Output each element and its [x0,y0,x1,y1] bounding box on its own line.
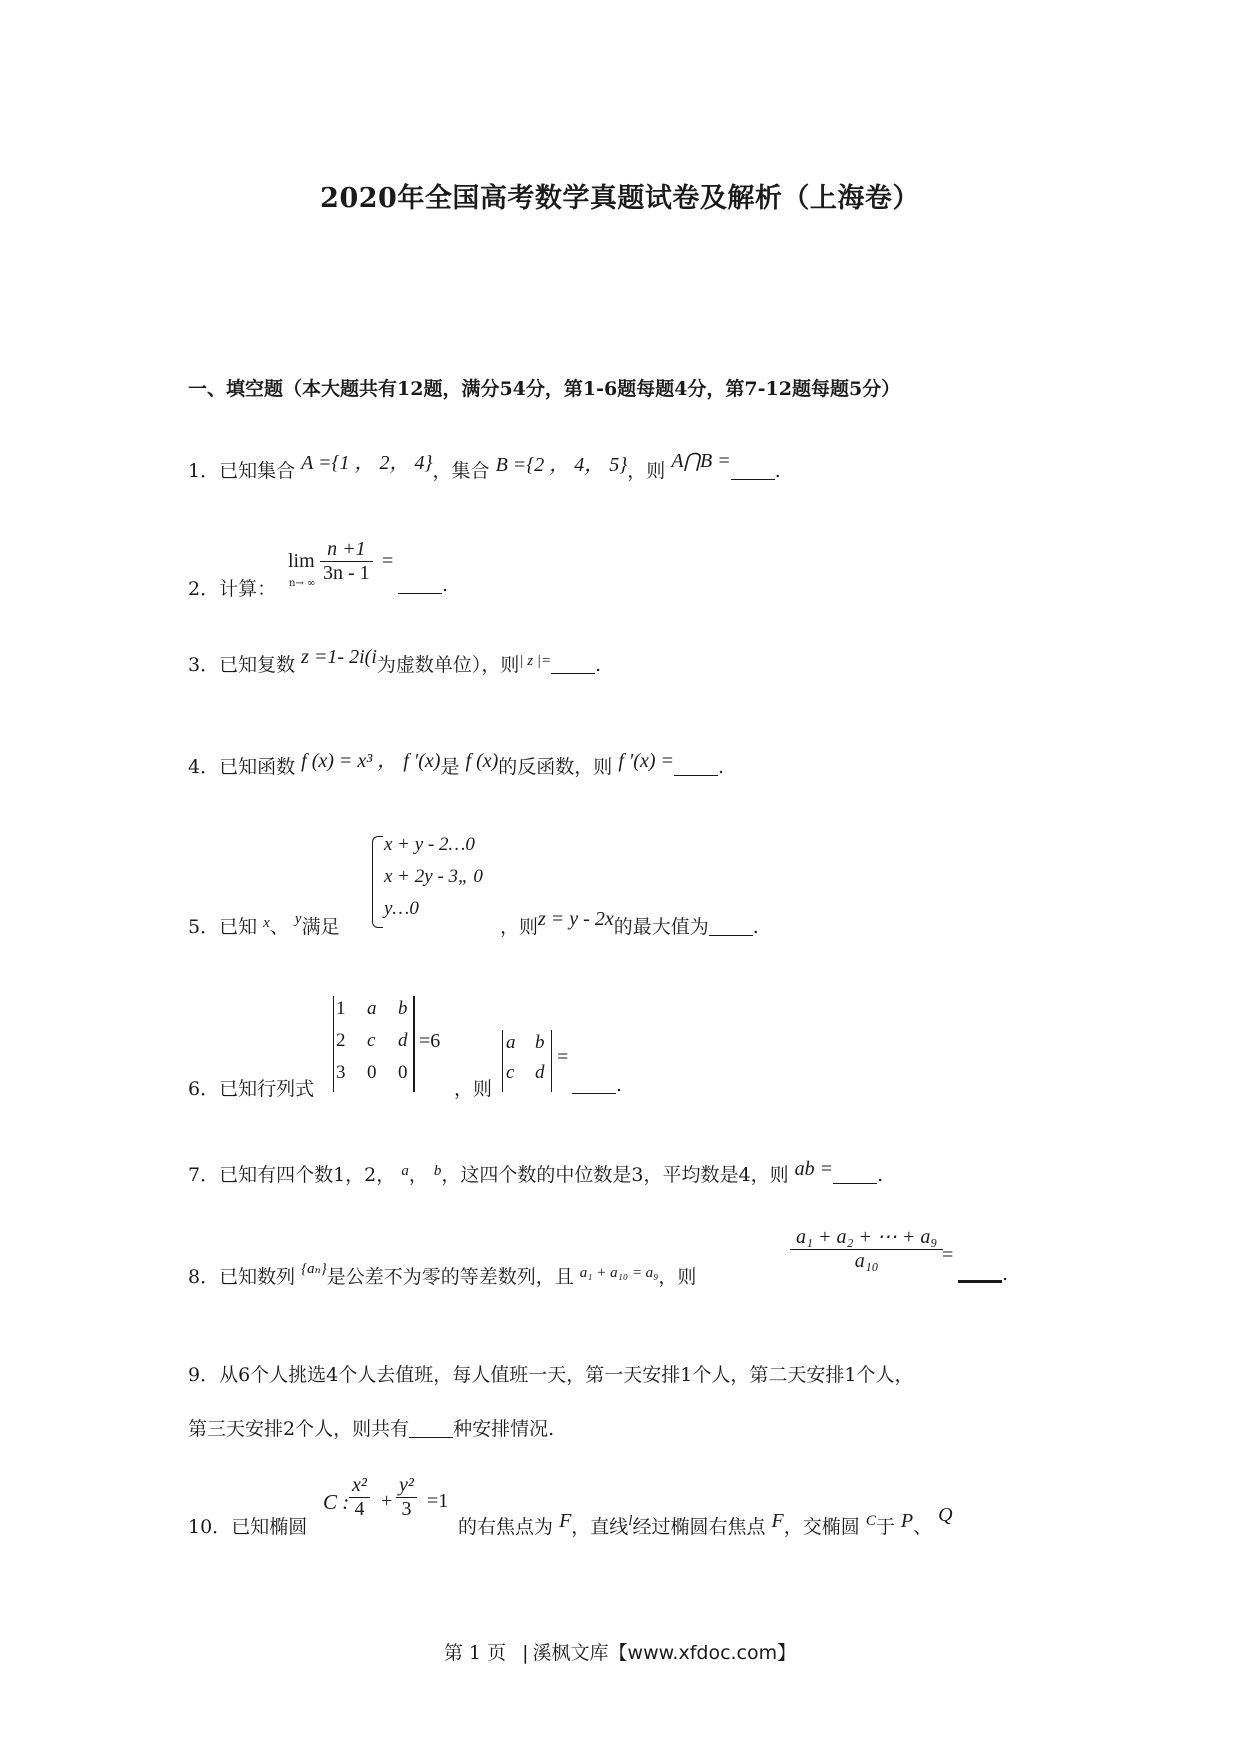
q6-det2-right-bar [551,1030,552,1092]
question-10 [188,1512,307,1539]
q6-answer [572,1074,622,1096]
q6-det2-r2c2: d [535,1062,545,1083]
q7-answer-blank[interactable] [833,1165,877,1184]
q6-det3-r1c1: 1 [336,998,346,1019]
q1-text: 已知集合 [219,460,296,482]
q2-lim: lim [288,550,315,572]
q10-text-6: 于 [875,1516,895,1538]
q8-equals: = [942,1244,954,1266]
q3-expression: z =1- 2i(i [301,646,377,668]
footer-separator: | [522,1642,529,1664]
q4-period: . [717,756,725,778]
q10-curve-c: C [865,1513,876,1529]
q7-a: a [401,1163,409,1179]
q2-answer-blank[interactable] [398,575,442,594]
q8-period: . [1002,1263,1009,1285]
q5-inequality-1: x + y - 2…0 [384,834,475,855]
q6-text-2: ，则 [454,1078,493,1100]
q6-det3-r3c1: 3 [336,1062,346,1083]
q10-text-5: ，交椭圆 [783,1516,860,1538]
q7-expression: ab = [794,1158,834,1180]
q10-fraction-1 [349,1474,370,1521]
footer-page-prefix: 第 [443,1642,463,1664]
q5-answer-blank[interactable] [709,917,753,936]
q5-number: 5． [188,916,220,938]
q10-text-2: 的右焦点为 [458,1516,554,1538]
q10-tail [458,1504,953,1539]
q3-abs: | z |= [519,653,552,669]
q8-text-3: ，则 [658,1266,697,1288]
q6-det3-left-bar [333,996,334,1092]
q1-set-b: B ={2 ， 4， 5} [495,454,628,476]
q6-det3-r1c2: a [367,998,377,1019]
q2-fraction [320,538,373,585]
q3-text: 已知复数 [219,654,296,676]
q10-text: 已知椭圆 [231,1516,308,1538]
q1-number: 1． [188,460,220,482]
q6-det2-equals: = [557,1046,569,1068]
q5-system-brace [372,836,383,928]
q3-period: . [595,654,602,676]
page-title: 2020年全国高考数学真题试卷及解析（上海卷） [320,183,920,214]
q8-condition: a₁ + a₁₀ = a₉ [579,1265,659,1281]
q6-det3-r2c3: d [398,1030,408,1051]
q2-text: 计算： [219,578,277,600]
q2-equals: = [382,550,394,572]
question-8 [188,1262,696,1289]
q6-det2-r2c1: c [506,1062,515,1083]
q10-text-4: 经过椭圆右焦点 [632,1516,766,1538]
q4-answer-blank[interactable] [674,757,718,776]
question-6 [188,1074,314,1101]
q5-y: y [294,911,302,927]
q10-line-l: l [628,1513,633,1529]
section-heading: 一、填空题（本大题共有12题，满分54分，第1-6题每题4分，第7-12题每题5分） [188,378,901,400]
q4-inverse: f ′(x) [403,750,441,772]
q9-text-2: 种安排情况. [453,1418,555,1440]
q7-text-2: ，这四个数的中位数是3，平均数是4，则 [441,1164,789,1186]
q4-function-2: f (x) [465,750,499,772]
q8-text: 已知数列 [219,1266,296,1288]
q5-period: . [752,916,759,938]
q10-focus-f: F [559,1510,572,1532]
q4-text-2: 是 [440,756,460,778]
q2-number: 2． [188,578,220,600]
q6-det2-left-bar [502,1030,503,1092]
q10-text-3: ，直线 [571,1516,629,1538]
q3-answer-blank[interactable] [551,655,595,674]
q2-denominator: 3n - 1 [323,562,370,584]
q9-text: 第三天安排2个人，则共有 [188,1418,410,1440]
q1-text-3: ，则 [627,460,666,482]
footer-site: 溪枫文库【www.xfdoc.com】 [532,1642,797,1664]
q7-comma: ， [408,1164,428,1186]
q2-answer [398,574,448,596]
q6-det3-r3c3: 0 [398,1062,408,1083]
q6-det3-r3c2: 0 [367,1062,377,1083]
q10-number: 10． [188,1516,232,1538]
q7-number: 7． [188,1164,220,1186]
q1-expression: A⋂B = [671,450,731,472]
question-7 [188,1160,883,1187]
q10-plus: + [381,1490,393,1512]
q6-period: . [616,1074,623,1096]
q10-denominator-2: 3 [401,1498,412,1520]
q10-focus-f-2: F [771,1510,784,1532]
q5-text: 已知 [219,916,258,938]
footer-page-suffix: 页 [487,1642,507,1664]
question-9-line-1: 9．从6个人挑选4个人去值班，每人值班一天，第一天安排1个人，第二天安排1个人， [188,1364,914,1386]
q6-det3-right-bar [413,996,415,1092]
q5-text-3: ，则 [500,916,539,938]
q4-function: f (x) = x³ ， [301,750,398,772]
q8-denominator: a₁₀ [854,1250,879,1272]
q8-fraction [790,1224,943,1273]
q8-answer [958,1262,1008,1285]
question-2 [188,574,276,601]
q10-equals: =1 [427,1490,449,1512]
q10-curve-name: C : [323,1490,350,1514]
q6-answer-blank[interactable] [572,1075,616,1094]
q7-period: . [877,1164,884,1186]
q5-objective: z = y - 2x [538,908,614,930]
q6-det2-r1c2: b [535,1032,545,1053]
q1-text-2: ，集合 [432,460,490,482]
q8-sequence: {aₙ} [301,1261,327,1277]
q8-numerator: a₁ + a₂ + ⋯ + a₉ [790,1224,943,1250]
q2-numerator: n +1 [320,538,373,562]
q5-tail [500,908,759,939]
question-5 [188,912,340,939]
q7-text: 已知有四个数1，2， [219,1164,396,1186]
q10-fraction-2 [396,1474,417,1521]
question-1 [188,450,781,483]
q5-text-2: 满足 [301,916,340,938]
q5-text-4: 的最大值为 [613,916,709,938]
q8-text-2: 是公差不为零的等差数列，且 [326,1266,574,1288]
q1-set-a: A ={1 ， 2， 4} [301,452,433,474]
q4-number: 4． [188,756,220,778]
q1-period: . [774,460,781,482]
q5-inequality-2: x + 2y - 3„ 0 [384,866,483,887]
q6-det3-r2c2: c [367,1030,376,1051]
q6-det2-r1c1: a [506,1032,516,1053]
footer-page-number: 1 [468,1642,482,1664]
q4-text-3: 的反函数，则 [498,756,613,778]
q6-det3-equals: =6 [419,1030,441,1052]
q2-period: . [442,574,449,596]
q6-det3-r1c3: b [398,998,408,1019]
q10-separator: 、 [913,1516,933,1538]
page-footer [0,1638,1240,1665]
question-4 [188,750,724,779]
q5-x: x [263,915,270,931]
q10-numerator-2: y² [396,1474,417,1498]
q10-denominator-1: 4 [354,1498,365,1520]
q2-lim-sub: n→ ∞ [289,578,316,589]
q8-answer-blank[interactable] [958,1262,1002,1283]
q6-number: 6． [188,1078,220,1100]
q8-number: 8． [188,1266,220,1288]
q10-point-q: Q [938,1504,953,1526]
q5-separator: 、 [269,916,289,938]
question-3 [188,646,602,677]
q4-expression: f ′(x) = [618,750,674,772]
q3-number: 3． [188,654,220,676]
q5-inequality-3: y…0 [384,898,419,919]
q6-text: 已知行列式 [219,1078,315,1100]
q1-answer-blank[interactable] [731,461,775,480]
q2-limit [288,550,315,573]
q10-numerator-1: x² [349,1474,370,1498]
q10-point-p: P [900,1510,914,1532]
q3-text-2: 为虚数单位），则 [376,654,520,676]
q4-text: 已知函数 [219,756,296,778]
q9-answer-blank[interactable] [409,1419,453,1438]
q7-b: b [433,1163,442,1179]
question-9-line-2 [188,1414,554,1441]
q6-det3-r2c1: 2 [336,1030,346,1051]
